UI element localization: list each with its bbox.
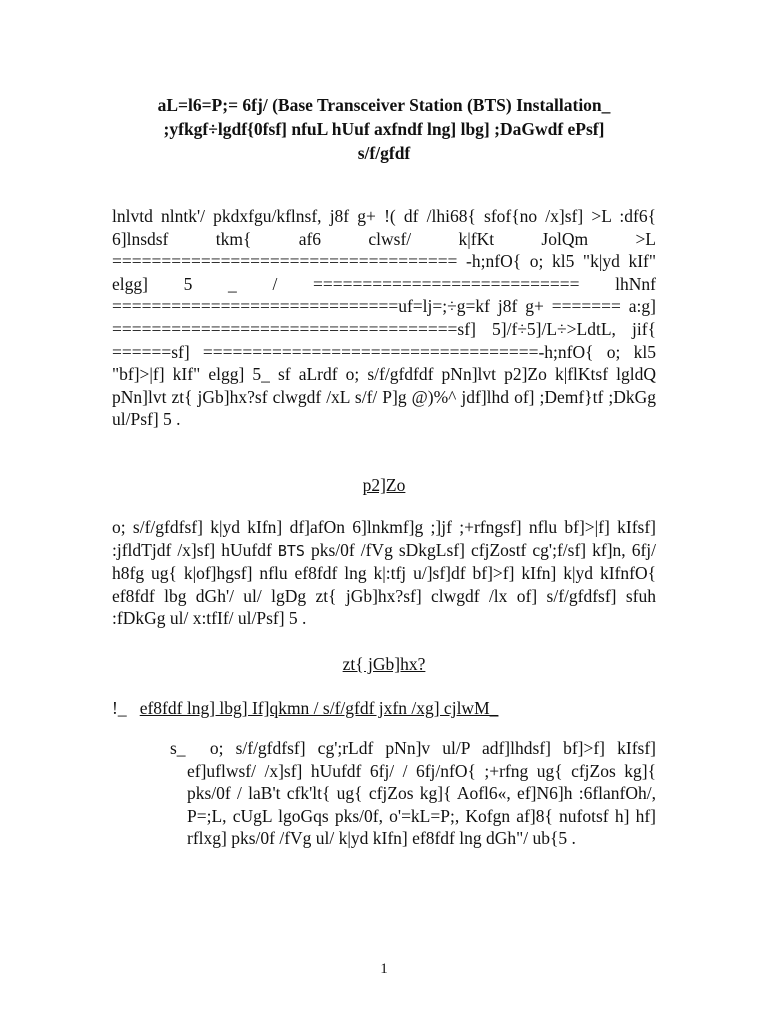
page-number: 1 <box>380 961 388 977</box>
intro-paragraph: lnlvtd nlntk'/ pkdxfgu/kflnsf, j8f g+ !( df /lhi68{ sfof{no /x]sf] >L :df6{ 6]lnsdsf tkm{ af6 clwsf/ k|fKt JolQm >L =================================== -h;nfO{ o; kl5 "k|yd kIf" elgg] 5 _ / =========================== lhNnf =============================uf=lj=;÷g=kf j8f g+ ======= a:g] ===================================sf] 5]/f÷5]/L÷>LdtL, jif{ ======sf] ==================================-h;nfO{ o; kl5 "bf]>|f] kIf" elgg] 5_ sf aLrdf o; s/f/gfdfdf pNn]lvt p2]Zo k|flKtsf lgldQ pNn]lvt zt{ jGb]hx?sf clwgdf /xL s/f/ P]g @)%^ jdf]lhd of] ;Demf}tf ;DkGg ul/Psf] 5 . <box>112 206 656 430</box>
purpose-paragraph <box>112 516 656 630</box>
clause-ka-text: o; s/f/gfdfsf] cg';rLdf pNn]v ul/P adf]lhdsf] bf]>f] kIfsf] ef]uflwsf/ /x]sf] hUufdf 6fj/ / 6fj/nfO{ ;+rfng ug{ cfjZos kg]{ pks/0f / laB't cfk'lt{ ug{ cfjZos kg]{ Aofl6«, ef]N6]h :6flanfOh/, P=;L, cUgL lgoGqs pks/0f, o'=kL=P;, Kofgn af]8{ nufotsf h] hf] rflxg] pks/0f /fVg ul/ k|yd kIfn] ef8fdf lng dGh"/ ub{5 . <box>187 738 657 849</box>
terms-heading: zt{ jGb]hx? <box>342 654 426 674</box>
section-1-number: !_ <box>112 698 127 718</box>
purpose-text-start: o; s/f/gfdfsf] k|yd kIfn] df]afOn 6]lnkmf]g ;]jf ;+rfngsf] nflu bf]>|f] kIfsf] :jfldTjdf /x]sf] hUufdf <box>112 517 656 560</box>
title-line-2: ;yfkgf÷lgdf{0fsf] nfuL hUuf axfndf lng] lbg] ;DaGwdf ePsf] <box>163 119 605 139</box>
purpose-heading: p2]Zo <box>362 475 406 495</box>
document-title <box>110 93 658 165</box>
section-1-heading <box>112 698 656 719</box>
title-line-3: s/f/gfdf <box>357 143 411 163</box>
clause-ka <box>170 737 656 850</box>
title-line-1: aL=l6=P;= 6fj/ (Base Transceiver Station (BTS) Installation_ <box>157 95 611 115</box>
purpose-bts-term: BTS <box>277 541 305 560</box>
purpose-text-end: pks/0f /fVg sDkgLsf] cfjZostf cg';f/sf] kf]n, 6fj/ h8fg ug{ k|of]hgsf] nflu ef8fdf lng k|:tfj u/]sf]df bf]>f] kIfn] k|yd kIfnfO{ ef8fdf lbg dGh'/ ul/ lgDg zt{ jGb]hx?sf] clwgdf /lx of] s/f/gfdfsf] sfuh :fDkGg ul/ x:tfIf/ ul/Psf] 5 . <box>112 539 656 629</box>
section-1-title: ef8fdf lng] lbg] If]qkmn / s/f/gfdf jxfn /xg] cjlwM_ <box>139 698 499 718</box>
clause-ka-marker: s_ <box>170 738 186 758</box>
